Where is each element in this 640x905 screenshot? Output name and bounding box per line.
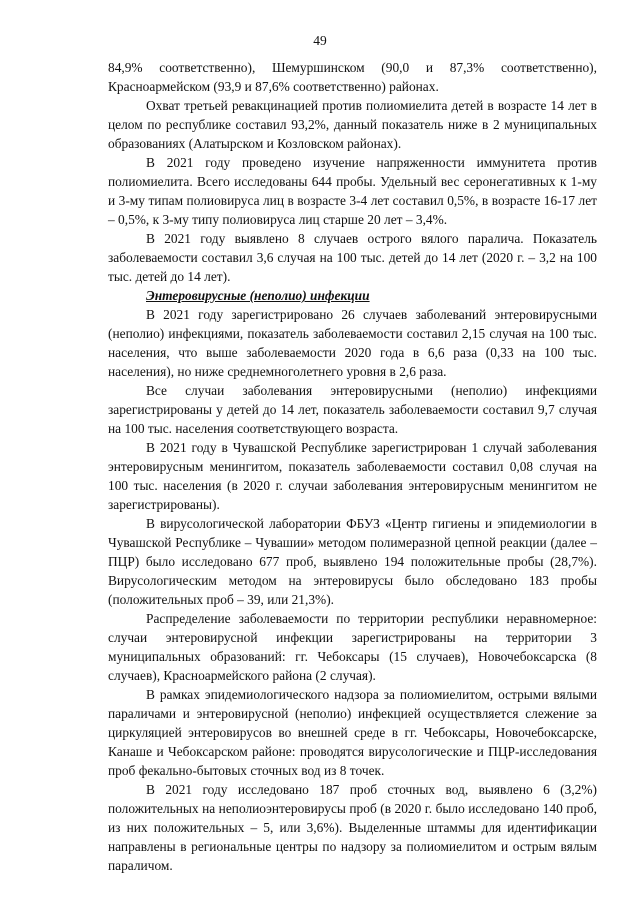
- paragraph: В вирусологической лаборатории ФБУЗ «Центр гигиены и эпидемиологии в Чувашской Республике – Чувашии» методом полимеразной цепной реакции (далее – ПЦР) было исследовано 677 проб, выявлено 194 положительные пробы (28,7%). Вирусологическим методом на энтеровирусы было обследовано 183 пробы (положительных проб – 39, или 21,3%).: [108, 516, 597, 607]
- paragraph: В 2021 году исследовано 187 проб сточных вод, выявлено 6 (3,2%) положительных на неполиоэнтеровирусы проб (в 2020 г. было исследовано 140 проб, из них положительных – 5, или 3,6%). Выделенные штаммы для идентификации направлены в региональные центры по надзору за полиомиелитом и острым вялым параличом.: [108, 782, 597, 873]
- page-number: 49: [313, 33, 327, 48]
- paragraph: В 2021 году зарегистрировано 26 случаев заболеваний энтеровирусными (неполио) инфекциями, показатель заболеваемости составил 2,15 случая на 100 тыс. населения, что выше заболеваемости 2020 года в 6,6 раза (0,33 на 100 тыс. населения), но ниже среднемноголетнего уровня в 2,6 раза.: [108, 307, 597, 379]
- paragraph: Все случаи заболевания энтеровирусными (неполио) инфекциями зарегистрированы у детей до 14 лет, показатель заболеваемости составил 9,7 случая на 100 тыс. населения соответствующего возраста.: [108, 383, 597, 436]
- paragraph: В рамках эпидемиологического надзора за полиомиелитом, острыми вялыми параличами и энтеровирусной (неполио) инфекцией осуществляется слежение за циркуляцией энтеровирусов во внешней среде в гг. Чебоксары, Новочебоксарске, Канаше и Чебоксарском районе: проводятся вирусологические и ПЦР-исследования проб фекально-бытовых сточных вод из 8 точек.: [108, 687, 597, 778]
- section-title: Энтеровирусные (неполио) инфекции: [146, 288, 370, 303]
- paragraph: Распределение заболеваемости по территории республики неравномерное: случаи энтеровирусной инфекции зарегистрированы на территории 3 муниципальных образований: гг. Чебоксары (15 случаев), Новочебоксарска (8 случаев), Красноармейского района (2 случая).: [108, 611, 597, 683]
- paragraph: 84,9% соответственно), Шемуршинском (90,0 и 87,3% соответственно), Красноармейском (93,9 и 87,6% соответственно) районах.: [108, 60, 597, 94]
- paragraph: Охват третьей ревакцинацией против полиомиелита детей в возрасте 14 лет в целом по республике составил 93,2%, данный показатель ниже в 2 муниципальных образованиях (Алатырском и Козловском районах).: [108, 98, 597, 151]
- paragraph: В 2021 году в Чувашской Республике зарегистрирован 1 случай заболевания энтеровирусным менингитом, показатель заболеваемости составил 0,08 случая на 100 тыс. населения (в 2020 г. случаи заболевания энтеровирусным менингитом не зарегистрированы).: [108, 440, 597, 512]
- document-body: [108, 58, 597, 875]
- paragraph: В 2021 году проведено изучение напряженности иммунитета против полиомиелита. Всего исследованы 644 пробы. Удельный вес серонегативных к 1-му и 3-му типам полиовируса лиц в возрасте 3-4 лет составил 0,5%, в возрасте 16-17 лет – 0,5%, к 3-му типу полиовируса лиц старше 20 лет – 3,4%.: [108, 155, 597, 227]
- paragraph: В 2021 году выявлено 8 случаев острого вялого паралича. Показатель заболеваемости составил 3,6 случая на 100 тыс. детей до 14 лет (2020 г. – 3,2 на 100 тыс. детей до 14 лет).: [108, 231, 597, 284]
